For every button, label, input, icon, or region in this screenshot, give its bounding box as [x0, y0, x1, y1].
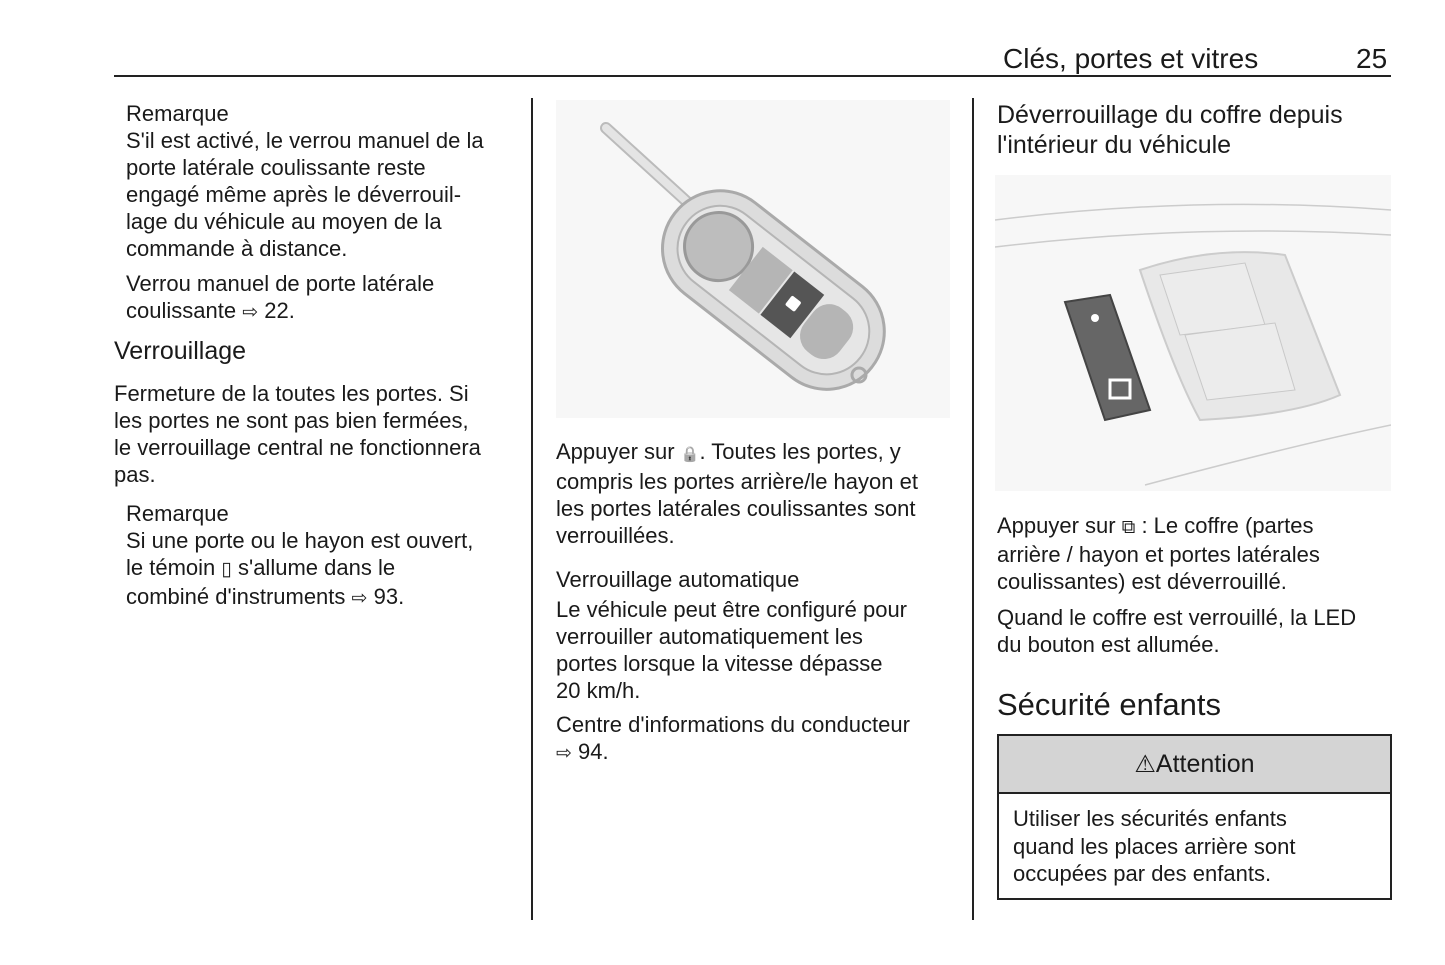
subheading-auto-lock: Verrouillage automatique	[556, 567, 800, 592]
warning-header	[999, 736, 1390, 794]
trunk-instruction	[997, 512, 1397, 658]
note-title: Remarque	[126, 101, 229, 126]
column-divider	[972, 98, 974, 920]
lock-instruction-line	[556, 438, 956, 468]
note-remarque-2	[126, 500, 526, 612]
warning-text: Utiliser les sécurités enfants quand les places arrière sont occupées par des enfants.	[1013, 806, 1296, 886]
note-line	[126, 554, 526, 583]
instruction-text: : Le coffre (partes	[1141, 513, 1314, 538]
column-divider	[531, 98, 533, 920]
page-number: 25	[1356, 43, 1388, 74]
page-ref-arrow-icon: ⇨	[242, 302, 259, 323]
section-text-verrouillage: Fermeture de la toutes les portes. Si les portes ne sont pas bien fermées, le verrouillage central ne fonctionnera pas.	[114, 381, 481, 487]
trunk-unlock-icon: ⧉	[1121, 517, 1136, 538]
note-text: S'il est activé, le verrou manuel de la porte latérale coulissante reste engagé même après le déverrouil- lage du véhicule au moyen de la commande à distance.	[126, 128, 484, 261]
auto-lock-text: Le véhicule peut être configuré pour verrouiller automatiquement les portes lorsque la vitesse dépasse 20 km/h.	[556, 597, 908, 703]
reference-line	[556, 738, 956, 767]
page-ref-arrow-icon: ⇨	[556, 743, 572, 764]
trunk-instruction-line	[997, 512, 1397, 541]
running-header-title: Clés, portes et vitres	[1003, 43, 1259, 74]
section-heading-child-safety: Sécurité enfants	[997, 687, 1222, 722]
note-text: combiné d'instruments	[126, 584, 346, 609]
lock-instruction-text: compris les portes arrière/le hayon et les portes latérales coulissantes sont verrouillées.	[556, 469, 918, 548]
note-line	[126, 583, 526, 612]
reference-text: Verrou manuel de porte latérale coulissante	[126, 271, 435, 323]
section-heading-trunk-unlock: Déverrouillage du coffre depuis l'intérieur du véhicule	[997, 101, 1343, 159]
trunk-switch-illustration	[995, 175, 1391, 491]
section-heading-verrouillage: Verrouillage	[114, 337, 247, 365]
note-text: le témoin	[126, 555, 216, 580]
warning-triangle-icon: ⚠	[1134, 750, 1156, 778]
door-open-warning-icon: ▯	[221, 559, 232, 580]
reference-text: Centre d'informations du conducteur	[556, 712, 910, 737]
note-text: s'allume dans le	[238, 555, 396, 580]
page-reference[interactable]: 94.	[578, 739, 609, 764]
warning-title: Attention	[1155, 749, 1255, 778]
note-remarque-1	[126, 100, 526, 326]
page-reference[interactable]: 22.	[264, 298, 295, 323]
note-reference	[126, 270, 526, 326]
header-rule	[114, 75, 1391, 77]
instruction-text: Appuyer sur	[997, 513, 1116, 538]
lock-icon: 🔒	[680, 446, 700, 463]
note-title: Remarque	[126, 501, 229, 526]
key-fob-illustration	[556, 100, 950, 418]
instruction-text: . Toutes les portes, y	[699, 439, 901, 464]
page-ref-arrow-icon: ⇨	[351, 588, 368, 609]
trunk-instruction-text: arrière / hayon et portes latérales coulissantes) est déverrouillé.	[997, 542, 1320, 594]
instruction-text: Appuyer sur	[556, 439, 675, 464]
lock-instruction	[556, 438, 956, 549]
page-reference[interactable]: 93.	[373, 584, 405, 609]
note-line: Si une porte ou le hayon est ouvert,	[126, 528, 474, 553]
driver-info-reference	[556, 711, 956, 767]
warning-box	[997, 734, 1392, 900]
led-text: Quand le coffre est verrouillé, la LED du bouton est allumée.	[997, 605, 1357, 657]
